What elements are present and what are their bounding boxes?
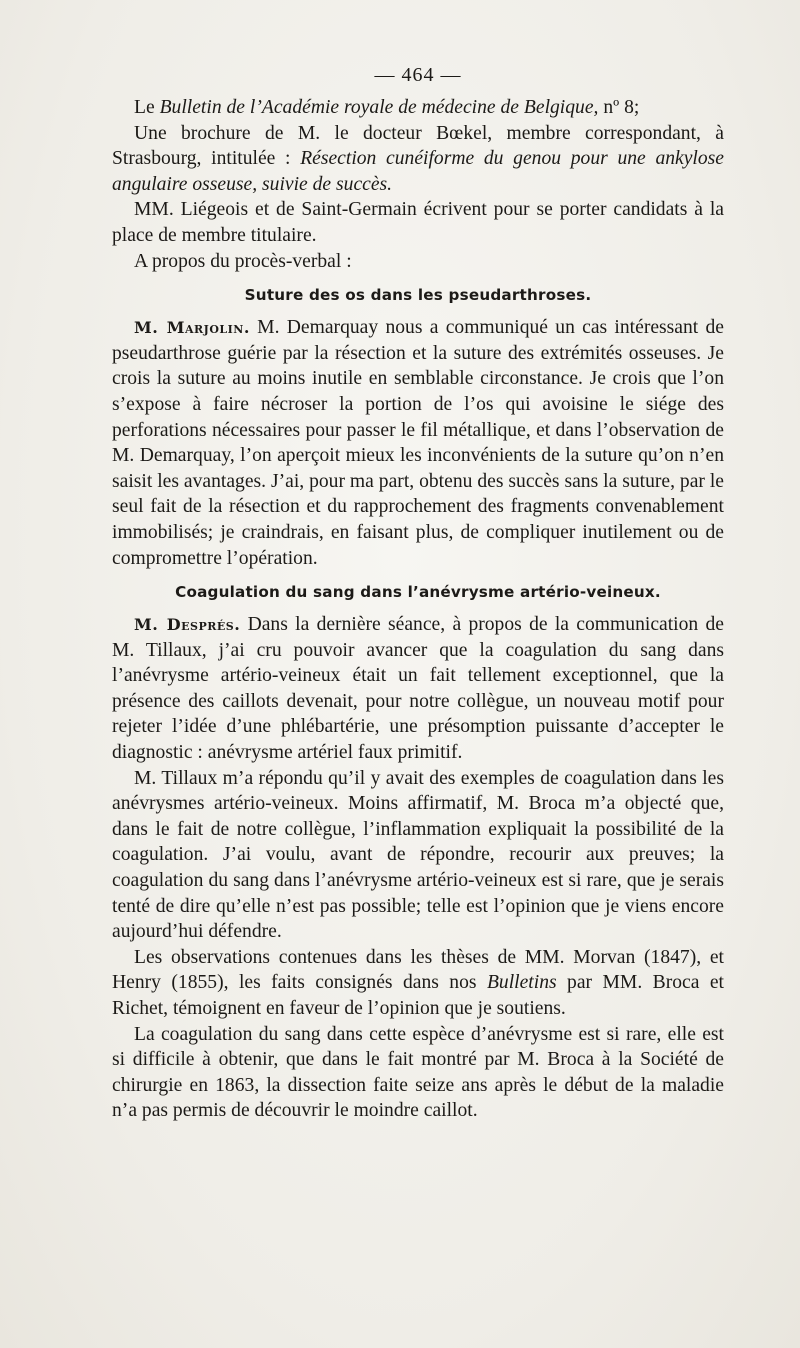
paragraph-observations [112,945,724,1022]
paragraph-brochure-title: Résection cunéiforme du genou pour une ankylose angulaire osseuse, suivie de succès. [112,148,724,195]
paragraph-proces-verbal: A propos du procès-verbal : [134,250,352,272]
speaker-marjolin: M. Marjolin. [134,318,250,338]
text-block [112,62,724,1124]
paragraph-bulletin-text-1: Le [134,97,160,118]
paragraph-tillaux: M. Tillaux m’a répondu qu’il y avait des exemples de coagulation dans les anévrysmes artério-veineux. Moins affirmatif, M. Broca m’a objecté que, dans le fait de notre collègue, l’inflammation expliquait la possibilité de la coagulation. J’ai voulu, avant de répondre, recourir aux preuves; la coagulation du sang dans l’anévrysme artério-veineux est si rare, que je serais tenté de dire qu’elle n’est pas possible; telle est l’opinion que je viens encore aujourd’hui défendre. [112,767,724,943]
paragraph-marjolin [112,315,724,571]
section-heading-coagulation: Coagulation du sang dans l’anévrysme artério-veineux. [175,583,661,602]
paragraph-observations-text-2: par MM. Broca et Richet, témoignent en faveur de l’opinion que je soutiens. [112,972,724,1019]
section-heading-suture: Suture des os dans les pseudarthroses. [244,286,592,305]
paragraph-despres [112,612,724,766]
paragraph-brochure-text: Une brochure de M. le docteur Bœkel, membre correspondant, à Strasbourg, intitulée : [112,122,724,170]
paragraph-despres-text: Dans la dernière séance, à propos de la communication de M. Tillaux, j’ai cru pouvoir avancer que la coagulation du sang dans l’anévrysme artério-veineux était un fait tellement exceptionnel, que la présence des caillots devenait, pour notre collègue, un nouveau motif pour rejeter l’idée d’une phlébartérie, une présomption puissante d’accepter le diagnostic : anévrysme artériel faux primitif. [112,614,724,764]
paragraph-bulletin-title: Bulletin de l’Académie royale de médecine de Belgique, [159,97,599,118]
speaker-despres: M. Després. [134,615,241,635]
paragraph-brochure [112,121,724,198]
page-number: — 464 — [374,64,462,86]
paragraph-marjolin-text: M. Demarquay nous a communiqué un cas intéressant de pseudarthrose guérie par la résection et la suture des extrémités osseuses. Je crois la suture au moins inutile en semblable circonstance. Je crois que l’on s’expose à faire nécroser la portion de l’os qui avoisine le siége des perforations nécessaires pour passer le fil métallique, et dans l’observation de M. Demarquay, l’on aperçoit mieux les inconvénients de la suture qu’on n’en saisit les avantages. J’ai, pour ma part, obtenu des succès sans la suture, par le seul fait de la résection et du rapprochement des fragments convenablement immobilisés; je craindrais, en faisant plus, de compliquer inutilement ou de compromettre l’opération. [112,317,724,569]
paragraph-bulletin-text-2: nº 8; [598,97,640,118]
paragraph-observations-text-1: Les observations contenues dans les thèses de MM. Morvan (1847), et Henry (1855), les faits consignés dans nos [112,946,724,994]
paragraph-observations-bulletins: Bulletins [486,972,557,994]
paragraph-coagulation-rare: La coagulation du sang dans cette espèce d’anévrysme est si rare, elle est si difficile à obtenir, que dans le fait montré par M. Broca à la Société de chirurgie en 1863, la dissection faite seize ans après le début de la maladie n’a pas permis de découvrir le moindre caillot. [112,1023,724,1122]
paragraph-candidates: MM. Liégeois et de Saint-Germain écrivent pour se porter candidats à la place de membre titulaire. [112,199,724,246]
paragraph-bulletin [112,95,724,121]
